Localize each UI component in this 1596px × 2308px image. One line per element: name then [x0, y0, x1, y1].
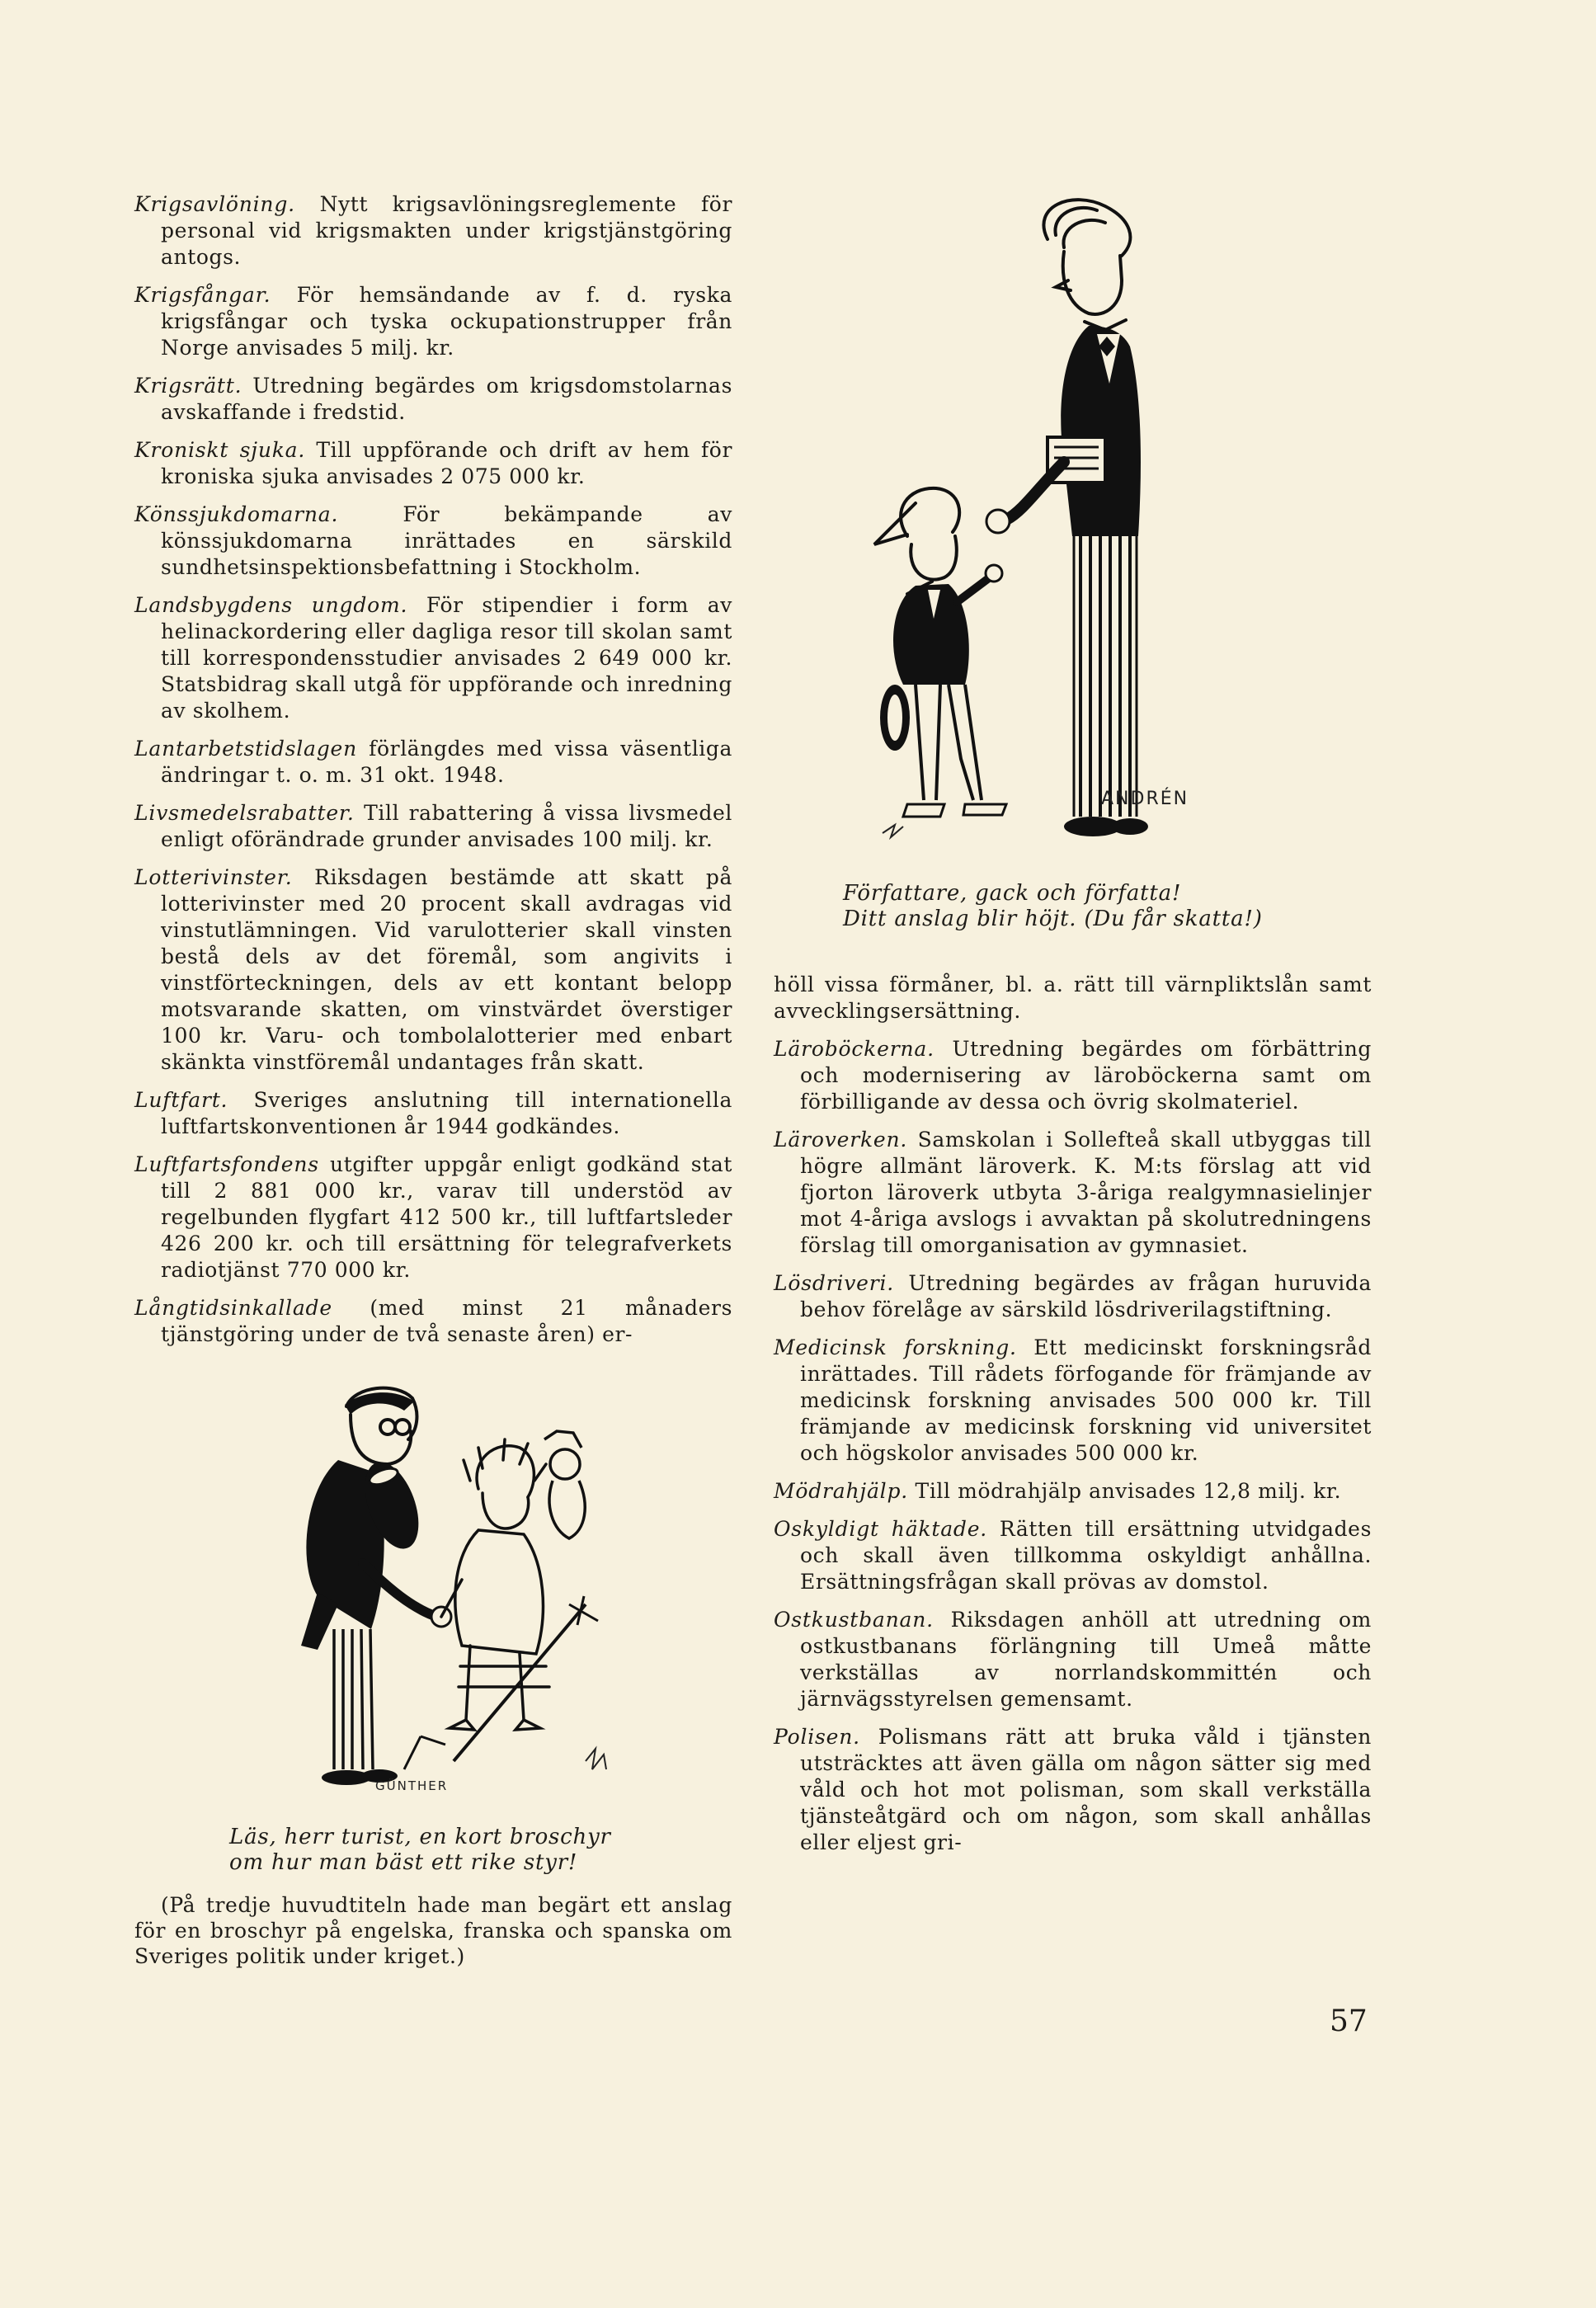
- page-number: 57: [1330, 2004, 1368, 2038]
- cartoon-bottom-caption: Läs, herr turist, en kort broschyr om hur man bäst ett rike styr!: [229, 1825, 611, 1875]
- entry: Läroböckerna. Utredning begärdes om förbättring och modernisering av läroböckerna samt om förbilligande av dessa och övrig skolmateriel.: [774, 1037, 1372, 1114]
- cartoon-author-and-official: [858, 190, 1287, 874]
- entry: Ostkustbanan. Riksdagen anhöll att utredning om ostkustbanans förlängning till Umeå måtte verkställas av norrlandskommittén och järnvägsstyrelsen gemensamt.: [774, 1608, 1372, 1711]
- entry: Lotterivinster. Riksdagen bestämde att skatt på lotterivinster med 20 procent skall avdragas vid vinstutlämningen. Vid varulotterier skall vinsten bestå dels av det föremål, som angivits i vinstförteckningen, dels av ett kontant belopp motsvarande skatten, om vinstvärdet överstiger 100 kr. Varu- och tombolalotterier med enbart skänkta vinstföremål undantages från skatt.: [134, 865, 732, 1074]
- entry: Oskyldigt häktade. Rätten till ersättning utvidgades och skall även tillkomma oskyldigt anhållna. Ersättningsfrågan skall prövas av domstol.: [774, 1517, 1372, 1594]
- entry: Kroniskt sjuka. Till uppförande och drift av hem för kroniska sjuka anvisades 2 075 000 kr.: [134, 438, 732, 488]
- entry: Livsmedelsrabatter. Till rabattering å vissa livsmedel enligt oförändrade grunder anvisades 100 milj. kr.: [134, 801, 732, 851]
- entry: Luftfart. Sveriges anslutning till internationella luftfartskonventionen år 1944 godkändes.: [134, 1088, 732, 1138]
- entry: höll vissa förmåner, bl. a. rätt till värnpliktslån samt avvecklingsersättning.: [774, 973, 1372, 1023]
- cartoon-tourist-and-official: [272, 1382, 643, 1794]
- entry: Mödrahjälp. Till mödrahjälp anvisades 12,8 milj. kr.: [774, 1479, 1342, 1503]
- cartoon-note: (På tredje huvudtiteln hade man begärt ett anslag för en broschyr på engelska, franska och spanska om Sveriges politik under kriget.): [134, 1893, 732, 1968]
- cartoon-signature-andren: ANDRÉN: [1101, 789, 1189, 809]
- entry: Lösdriveri. Utredning begärdes av frågan huruvida behov förelåge av särskild lösdriverilagstiftning.: [774, 1271, 1372, 1321]
- entry: Krigsfångar. För hemsändande av f. d. ryska krigsfångar och tyska ockupationstrupper från Norge anvisades 5 milj. kr.: [134, 283, 732, 360]
- entry: Lantarbetstidslagen förlängdes med vissa väsentliga ändringar t. o. m. 31 okt. 1948.: [134, 737, 732, 787]
- entry: Polisen. Polismans rätt att bruka våld i tjänsten utsträcktes att även gälla om någon sätter sig med våld och hot mot polisman, som skall verkställa tjänsteåtgärd och om någon, som skall anhållas eller eljest gri-: [774, 1725, 1372, 1854]
- cartoon-top-caption: Författare, gack och författa! Ditt anslag blir höjt. (Du får skatta!): [843, 881, 1263, 931]
- entry: Landsbygdens ungdom. För stipendier i form av helinackordering eller dagliga resor till skolan samt till korrespondensstudier anvisades 2 649 000 kr. Statsbidrag skall utgå för uppförande och inredning av skolhem.: [134, 593, 732, 723]
- entry: Läroverken. Samskolan i Sollefteå skall utbyggas till högre allmänt läroverk. K. M:ts förslag att vid fjorton läroverk utbyta 3-åriga realgymnasielinjer mot 4-åriga avslogs i avvaktan på skolutredningens förslag till omorganisation av gymnasiet.: [774, 1128, 1372, 1257]
- entry: Könssjukdomarna. För bekämpande av könssjukdomarna inrättades en särskild sundhetsinspektionsbefattning i Stockholm.: [134, 502, 732, 579]
- cartoon-signature-gunther: GÜNTHER: [375, 1778, 449, 1793]
- left-column: [134, 191, 732, 1359]
- entry: Långtidsinkallade (med minst 21 månaders tjänstgöring under de två senaste åren) er-: [134, 1296, 732, 1346]
- entry: Luftfartsfondens utgifter uppgår enligt godkänd stat till 2 881 000 kr., varav till understöd av regelbunden flygfart 412 500 kr., till luftfartsleder 426 200 kr. och till ersättning för telegrafverkets radiotjänst 770 000 kr.: [134, 1152, 732, 1282]
- right-column: [774, 972, 1372, 1868]
- entry: Krigsavlöning. Nytt krigsavlöningsreglemente för personal vid krigsmakten under krigstjänstgöring antogs.: [134, 192, 732, 269]
- entry: Krigsrätt. Utredning begärdes om krigsdomstolarnas avskaffande i fredstid.: [134, 374, 732, 424]
- entry: Medicinsk forskning. Ett medicinskt forskningsråd inrättades. Till rådets förfogande för främjande av medicinsk forskning anvisades 500 000 kr. Till främjande av medicinsk forskning vid universitet och högskolor anvisades 500 000 kr.: [774, 1335, 1372, 1465]
